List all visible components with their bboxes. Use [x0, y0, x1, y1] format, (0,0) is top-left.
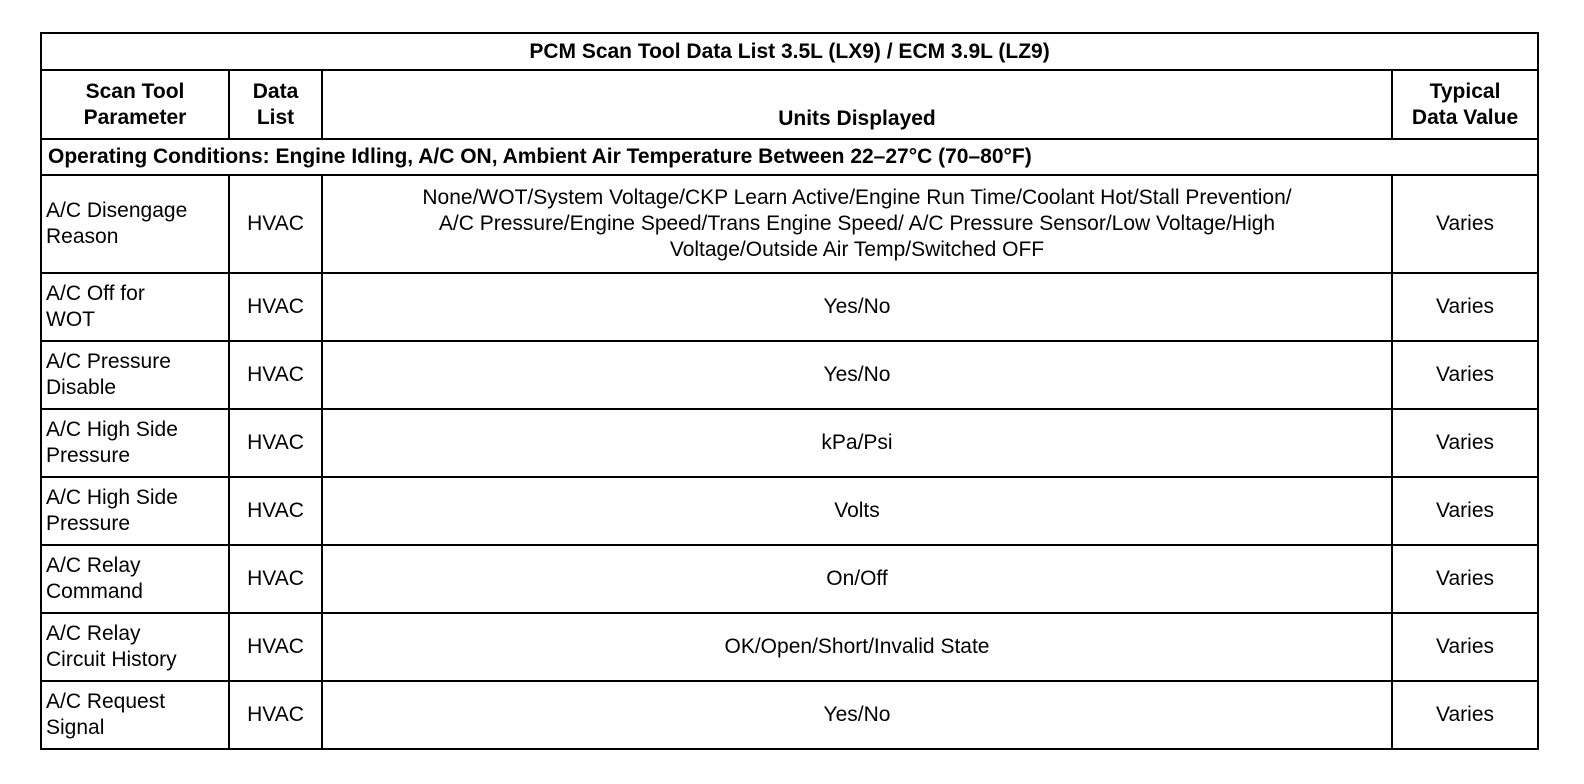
data-list-cell: HVAC: [229, 273, 322, 341]
param-line: Reason: [46, 225, 119, 248]
units-cell: Yes/No: [322, 681, 1392, 749]
units-cell: On/Off: [322, 545, 1392, 613]
units-cell: OK/Open/Short/Invalid State: [322, 613, 1392, 681]
data-list-cell: HVAC: [229, 409, 322, 477]
param-line: WOT: [46, 308, 95, 331]
header-units-displayed: Units Displayed: [322, 70, 1392, 139]
param-line: Pressure: [46, 444, 131, 467]
operating-conditions: Operating Conditions: Engine Idling, A/C ON, Ambient Air Temperature Between 22–27°C (70–80°F): [41, 139, 1538, 175]
typical-value-cell: Varies: [1392, 477, 1538, 545]
units-cell: Yes/No: [322, 273, 1392, 341]
units-line: A/C Pressure/Engine Speed/Trans Engine Speed/ A/C Pressure Sensor/Low Voltage/High: [438, 212, 1276, 235]
header-line: Data: [252, 79, 299, 103]
table-row: [41, 341, 1538, 409]
header-line: List: [256, 105, 295, 129]
param-line: A/C Relay: [46, 622, 141, 645]
param-cell: [41, 175, 229, 273]
typical-value-cell: Varies: [1392, 409, 1538, 477]
table-row: [41, 681, 1538, 749]
param-line: Signal: [46, 716, 105, 739]
param-cell: [41, 477, 229, 545]
param-cell: [41, 409, 229, 477]
table-row: [41, 477, 1538, 545]
table-row: [41, 175, 1538, 273]
typical-value-cell: Varies: [1392, 613, 1538, 681]
param-line: A/C Disengage: [46, 199, 188, 222]
param-cell: [41, 545, 229, 613]
param-line: Disable: [46, 376, 117, 399]
header-typical-data-value: [1392, 70, 1538, 139]
typical-value-cell: Varies: [1392, 545, 1538, 613]
table-row: [41, 409, 1538, 477]
units-line: Voltage/Outside Air Temp/Switched OFF: [669, 238, 1045, 261]
param-line: A/C Request: [46, 690, 166, 713]
table-row: [41, 613, 1538, 681]
units-line: None/WOT/System Voltage/CKP Learn Active/Engine Run Time/Coolant Hot/Stall Prevention/: [422, 186, 1292, 209]
typical-value-cell: Varies: [1392, 175, 1538, 273]
table-row: [41, 545, 1538, 613]
units-cell: kPa/Psi: [322, 409, 1392, 477]
header-scan-tool-parameter: [41, 70, 229, 139]
units-cell: Volts: [322, 477, 1392, 545]
param-line: A/C Pressure: [46, 350, 171, 373]
param-line: Pressure: [46, 512, 131, 535]
units-cell: Yes/No: [322, 341, 1392, 409]
param-line: A/C Off for: [46, 282, 145, 305]
table-header-row: [41, 70, 1538, 139]
typical-value-cell: Varies: [1392, 341, 1538, 409]
header-data-list: [229, 70, 322, 139]
param-line: A/C High Side: [46, 418, 178, 441]
param-line: Circuit History: [46, 648, 177, 671]
header-line: Scan Tool: [85, 79, 185, 103]
table-title-row: [41, 33, 1538, 70]
data-list-cell: HVAC: [229, 681, 322, 749]
scan-tool-data-table: [40, 32, 1539, 750]
header-line: Parameter: [83, 105, 187, 129]
typical-value-cell: Varies: [1392, 681, 1538, 749]
param-line: A/C Relay: [46, 554, 141, 577]
param-cell: [41, 341, 229, 409]
param-line: Command: [46, 580, 143, 603]
param-cell: [41, 681, 229, 749]
units-cell: [322, 175, 1392, 273]
operating-conditions-row: [41, 139, 1538, 175]
header-line: Typical: [1429, 79, 1501, 103]
header-line: Data Value: [1411, 105, 1519, 129]
param-line: A/C High Side: [46, 486, 178, 509]
data-list-cell: HVAC: [229, 341, 322, 409]
data-list-cell: HVAC: [229, 613, 322, 681]
data-list-cell: HVAC: [229, 477, 322, 545]
typical-value-cell: Varies: [1392, 273, 1538, 341]
param-cell: [41, 613, 229, 681]
table-title: PCM Scan Tool Data List 3.5L (LX9) / ECM 3.9L (LZ9): [41, 33, 1538, 70]
param-cell: [41, 273, 229, 341]
table-row: [41, 273, 1538, 341]
data-list-cell: HVAC: [229, 175, 322, 273]
data-list-cell: HVAC: [229, 545, 322, 613]
